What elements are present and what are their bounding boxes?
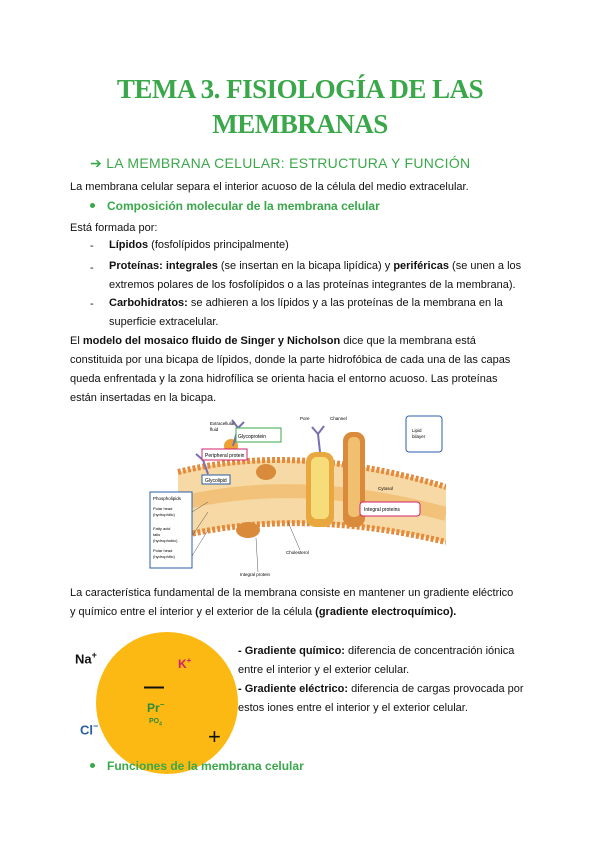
model-line2: constituida por una bicapa de lípidos, donde la parte hidrofóbica de cada una de las capas	[70, 354, 511, 366]
svg-text:Cholesterol: Cholesterol	[286, 550, 309, 555]
bullet-dot	[90, 203, 95, 208]
gradient-line2: y químico entre el interior y el exterior de la célula (gradiente electroquímico).	[70, 606, 457, 618]
list-dash: -	[90, 262, 94, 274]
list-item-carbohidratos-cont: superficie extracelular.	[109, 316, 219, 328]
elec-line1: - Gradiente eléctrico: diferencia de cargas provocada por	[238, 683, 524, 695]
svg-text:(hydrophilic): (hydrophilic)	[153, 554, 175, 559]
svg-text:Lipid: Lipid	[412, 428, 422, 433]
svg-text:Polar head: Polar head	[153, 548, 173, 553]
svg-text:Fatty acid: Fatty acid	[153, 526, 171, 531]
svg-text:Integral protein: Integral protein	[240, 572, 271, 577]
ion-cl: Cl−	[80, 721, 99, 738]
model-line3: queda enfrentada y la zona hidrofílica se orienta hacia el entorno acuoso. Las proteínas	[70, 373, 498, 385]
gradient-line1: La característica fundamental de la membrana consiste en mantener un gradiente eléctrico	[70, 587, 514, 599]
svg-text:Integral proteins: Integral proteins	[364, 507, 400, 513]
svg-text:fluid: fluid	[210, 427, 219, 432]
svg-text:Glycoprotein: Glycoprotein	[238, 434, 267, 440]
cell-circle	[96, 632, 238, 774]
svg-text:Peripheral protein: Peripheral protein	[205, 453, 245, 459]
list-item-proteinas: Proteínas: integrales (se insertan en la bicapa lipídica) y periféricas (se unen a los	[109, 260, 522, 272]
page-title-line1: TEMA 3. FISIOLOGÍA DE LAS	[116, 74, 484, 104]
svg-text:Cytosol: Cytosol	[378, 486, 394, 491]
intro-text: La membrana celular separa el interior acuoso de la célula del medio extracelular.	[70, 181, 469, 193]
svg-text:(hydrophobic): (hydrophobic)	[153, 538, 178, 543]
svg-text:Extracellular: Extracellular	[210, 421, 235, 426]
page-title-line2: MEMBRANAS	[212, 109, 388, 139]
section-heading: ➔ LA MEMBRANA CELULAR: ESTRUCTURA Y FUNCIÓN	[90, 155, 471, 171]
chem-line1: - Gradiente químico: diferencia de concentración iónica	[238, 645, 515, 657]
chem-line2: entre el interior y el exterior celular.	[238, 664, 410, 676]
list-item-carbohidratos: Carbohidratos: se adhieren a los lípidos y a las proteínas de la membrana en la	[109, 297, 503, 309]
model-line1: El modelo del mosaico fluido de Singer y Nicholson dice que la membrana está	[70, 335, 476, 347]
minus-sign: —	[144, 676, 164, 698]
list-item-proteinas-cont: extremos polares de los fosfolípidos o a las proteínas integrantes de la membrana).	[109, 279, 516, 291]
svg-text:Polar head: Polar head	[153, 506, 173, 511]
functions-heading: Funciones de la membrana celular	[90, 759, 304, 773]
membrane-diagram	[148, 412, 446, 582]
composition-heading: Composición molecular de la membrana celular	[90, 199, 380, 213]
peripheral-protein-shape	[256, 464, 276, 480]
plus-sign: +	[208, 724, 221, 749]
svg-text:Glycolipid: Glycolipid	[205, 478, 227, 484]
list-dash: -	[90, 240, 94, 252]
ion-pr: Pr−	[147, 700, 165, 715]
ion-na: Na+	[75, 650, 97, 667]
svg-text:Phospholipids: Phospholipids	[153, 496, 182, 501]
bullet-dot	[90, 763, 95, 768]
svg-text:Pore: Pore	[300, 416, 310, 421]
list-item-lipidos: Lípidos (fosfolípidos principalmente)	[109, 239, 289, 251]
svg-text:Channel: Channel	[330, 416, 347, 421]
ion-k: K+	[178, 656, 192, 671]
svg-text:(hydrophilic): (hydrophilic)	[153, 512, 175, 517]
list-dash: -	[90, 298, 94, 310]
svg-text:tails: tails	[153, 532, 161, 537]
model-line4: están insertadas en la bicapa.	[70, 392, 217, 404]
svg-text:bilayer: bilayer	[412, 434, 426, 439]
elec-line2: estos iones entre el interior y el exterior celular.	[238, 702, 468, 714]
ion-po4: $PO_4$	[149, 718, 162, 728]
composition-lead: Está formada por:	[70, 222, 158, 234]
